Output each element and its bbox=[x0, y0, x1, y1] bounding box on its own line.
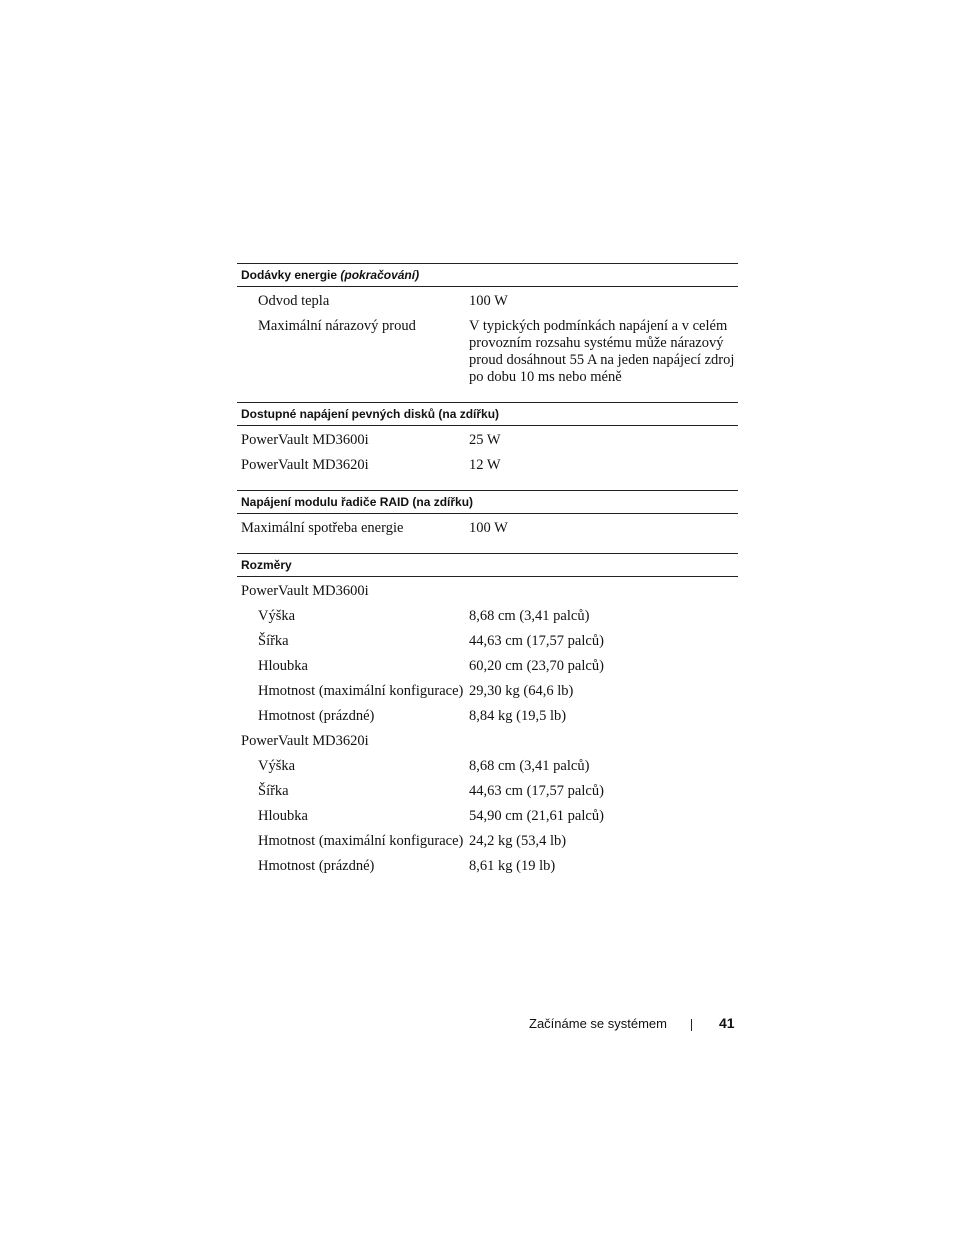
spec-label: Výška bbox=[258, 758, 296, 774]
spec-row bbox=[237, 428, 738, 453]
spec-row bbox=[237, 654, 738, 679]
spec-value: 29,30 kg (64,6 lb) bbox=[469, 683, 574, 699]
spec-label: PowerVault MD3620i bbox=[241, 457, 369, 473]
spec-label: Hmotnost (maximální konfigurace) bbox=[258, 833, 464, 849]
spec-value: 8,84 kg (19,5 lb) bbox=[469, 708, 567, 724]
spec-row bbox=[237, 516, 738, 541]
spec-label: Výška bbox=[258, 608, 296, 624]
spec-label: PowerVault MD3600i bbox=[241, 432, 369, 448]
spec-row bbox=[237, 804, 738, 829]
spec-row bbox=[237, 779, 738, 804]
spec-value: 12 W bbox=[469, 457, 501, 473]
spec-section bbox=[237, 402, 738, 478]
spec-value: 44,63 cm (17,57 palců) bbox=[469, 633, 604, 649]
spec-row bbox=[237, 854, 738, 879]
spec-value: 24,2 kg (53,4 lb) bbox=[469, 833, 567, 849]
page-number: 41 bbox=[719, 1015, 735, 1031]
spec-row bbox=[237, 289, 738, 314]
spec-label: Hmotnost (prázdné) bbox=[258, 858, 375, 874]
spec-row bbox=[237, 679, 738, 704]
spec-value: 8,68 cm (3,41 palců) bbox=[469, 608, 590, 624]
spec-row bbox=[237, 629, 738, 654]
spec-label: Hmotnost (prázdné) bbox=[258, 708, 375, 724]
spec-label: Maximální spotřeba energie bbox=[241, 520, 404, 536]
section-title: Rozměry bbox=[241, 558, 292, 572]
section-heading bbox=[237, 490, 738, 514]
footer-chapter-title: Začínáme se systémem bbox=[529, 1016, 667, 1031]
spec-label: Maximální nárazový proud bbox=[258, 318, 416, 334]
page-footer bbox=[0, 1014, 954, 1034]
spec-value: 100 W bbox=[469, 520, 508, 536]
spec-value: 8,68 cm (3,41 palců) bbox=[469, 758, 590, 774]
spec-label: Hmotnost (maximální konfigurace) bbox=[258, 683, 464, 699]
spec-label: Odvod tepla bbox=[258, 293, 330, 309]
section-title: Napájení modulu řadiče RAID (na zdířku) bbox=[241, 495, 474, 509]
spec-label: Hloubka bbox=[258, 658, 308, 674]
spec-value: 60,20 cm (23,70 palců) bbox=[469, 658, 604, 674]
section-rows bbox=[237, 514, 738, 541]
spec-row bbox=[237, 453, 738, 478]
spec-group-row bbox=[237, 729, 738, 754]
spec-value: 8,61 kg (19 lb) bbox=[469, 858, 556, 874]
footer-separator bbox=[691, 1019, 692, 1031]
section-title: Dostupné napájení pevných disků (na zdířku) bbox=[241, 407, 500, 421]
spec-section bbox=[237, 490, 738, 541]
spec-row bbox=[237, 704, 738, 729]
spec-label: Šířka bbox=[258, 633, 289, 649]
spec-value: V typických podmínkách napájení a v celém provozním rozsahu systému může nárazový proud dosáhnout 55 A na jeden napájecí zdroj po dobu 10 ms nebo méně bbox=[469, 318, 735, 385]
spec-row bbox=[237, 829, 738, 854]
spec-label: PowerVault MD3600i bbox=[241, 583, 369, 599]
spec-row bbox=[237, 754, 738, 779]
spec-value: 54,90 cm (21,61 palců) bbox=[469, 808, 604, 824]
spec-table bbox=[237, 263, 738, 891]
spec-value: 100 W bbox=[469, 293, 508, 309]
spec-group-row bbox=[237, 579, 738, 604]
section-rows bbox=[237, 577, 738, 879]
spec-label: PowerVault MD3620i bbox=[241, 733, 369, 749]
spec-row bbox=[237, 604, 738, 629]
spec-value: 25 W bbox=[469, 432, 501, 448]
spec-label: Šířka bbox=[258, 783, 289, 799]
spec-section bbox=[237, 263, 738, 390]
section-title: Dodávky energie bbox=[241, 268, 338, 282]
section-heading bbox=[237, 402, 738, 426]
section-title-continued: (pokračování) bbox=[340, 268, 420, 282]
section-rows bbox=[237, 426, 738, 478]
spec-value: 44,63 cm (17,57 palců) bbox=[469, 783, 604, 799]
spec-label: Hloubka bbox=[258, 808, 308, 824]
spec-section bbox=[237, 553, 738, 879]
section-heading bbox=[237, 553, 738, 577]
section-rows bbox=[237, 287, 738, 390]
spec-row bbox=[237, 314, 738, 390]
section-heading bbox=[237, 263, 738, 287]
